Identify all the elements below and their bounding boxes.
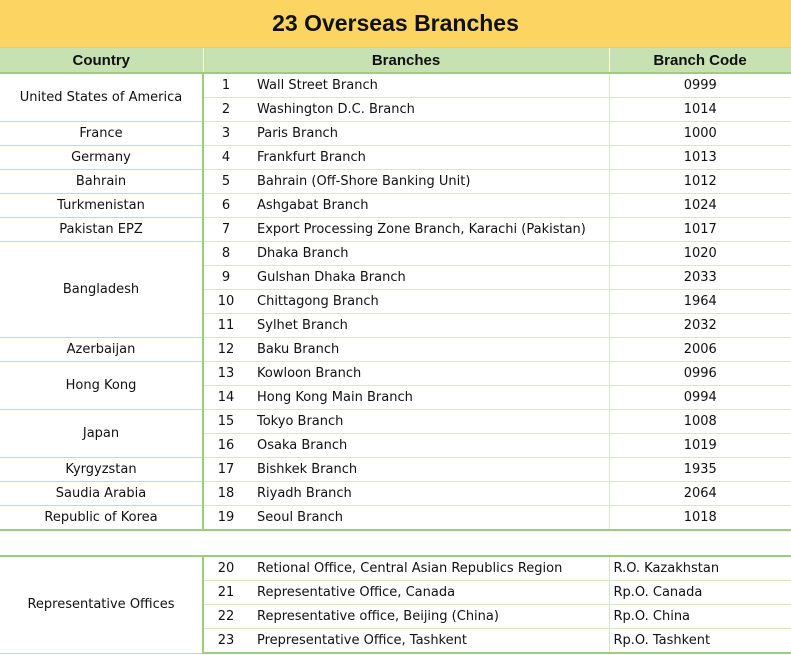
table-row [0,556,791,581]
branch-name-cell: Riyadh Branch [248,482,609,506]
page-title: 23 Overseas Branches [0,0,791,48]
branch-name-cell: Hong Kong Main Branch [248,386,609,410]
table-row [0,506,791,531]
country-cell: Pakistan EPZ [0,218,203,242]
branch-name-cell: Paris Branch [248,122,609,146]
branch-name-cell: Wall Street Branch [248,73,609,98]
branch-code-cell: 1012 [609,170,791,194]
branch-code-cell: 2032 [609,314,791,338]
country-cell: Azerbaijan [0,338,203,362]
branch-number-cell: 11 [203,314,248,338]
branch-code-cell: 1017 [609,218,791,242]
branch-code-cell: 1008 [609,410,791,434]
header-row [0,48,791,73]
table-row [0,194,791,218]
branch-name-cell: Bahrain (Off-Shore Banking Unit) [248,170,609,194]
branch-name-cell: Sylhet Branch [248,314,609,338]
branch-name-cell: Dhaka Branch [248,242,609,266]
country-cell: Hong Kong [0,362,203,410]
branch-rows [0,73,791,530]
branch-name-cell: Gulshan Dhaka Branch [248,266,609,290]
branch-name-cell: Baku Branch [248,338,609,362]
branch-number-cell: 13 [203,362,248,386]
country-cell: Saudia Arabia [0,482,203,506]
branch-name-cell: Ashgabat Branch [248,194,609,218]
branch-code-cell: 2064 [609,482,791,506]
branch-number-cell: 1 [203,73,248,98]
branch-name-cell: Kowloon Branch [248,362,609,386]
branch-name-cell: Seoul Branch [248,506,609,531]
branch-number-cell: 9 [203,266,248,290]
branch-number-cell: 19 [203,506,248,531]
branch-number-cell: 12 [203,338,248,362]
country-cell: Kyrgyzstan [0,458,203,482]
branch-name-cell: Osaka Branch [248,434,609,458]
table-row [0,170,791,194]
branch-code-cell: 0996 [609,362,791,386]
country-cell: Japan [0,410,203,458]
branch-name-cell: Washington D.C. Branch [248,98,609,122]
representative-label-cell: Representative Offices [0,556,203,653]
branch-number-cell: 10 [203,290,248,314]
country-cell: France [0,122,203,146]
branch-number-cell: 8 [203,242,248,266]
representative-rows [0,556,791,653]
branch-name-cell: Tokyo Branch [248,410,609,434]
office-code-cell: R.O. Kazakhstan [609,556,791,581]
table-row [0,122,791,146]
office-name-cell: Representative Office, Canada [248,581,609,605]
table-row [0,410,791,434]
branch-code-cell: 1020 [609,242,791,266]
branch-code-cell: 2006 [609,338,791,362]
country-cell: Bahrain [0,170,203,194]
table-row [0,362,791,386]
table-row [0,482,791,506]
branch-name-cell: Chittagong Branch [248,290,609,314]
branch-code-cell: 1014 [609,98,791,122]
office-number-cell: 23 [203,629,248,654]
branch-code-cell: 0994 [609,386,791,410]
branches-table [0,48,791,654]
branch-code-header: Branch Code [609,48,791,73]
branch-name-cell: Frankfurt Branch [248,146,609,170]
country-cell: Germany [0,146,203,170]
office-number-cell: 20 [203,556,248,581]
branch-code-cell: 2033 [609,266,791,290]
branch-code-cell: 0999 [609,73,791,98]
branch-number-cell: 15 [203,410,248,434]
branch-number-cell: 18 [203,482,248,506]
branch-code-cell: 1019 [609,434,791,458]
office-number-cell: 21 [203,581,248,605]
branch-number-cell: 16 [203,434,248,458]
office-code-cell: Rp.O. Canada [609,581,791,605]
spacer-cell [0,530,791,556]
country-cell: Turkmenistan [0,194,203,218]
office-number-cell: 22 [203,605,248,629]
branch-number-cell: 2 [203,98,248,122]
table-row [0,458,791,482]
branch-code-cell: 1013 [609,146,791,170]
office-name-cell: Retional Office, Central Asian Republics Region [248,556,609,581]
branches-header: Branches [203,48,609,73]
branch-code-cell: 1018 [609,506,791,531]
office-code-cell: Rp.O. China [609,605,791,629]
table-row [0,146,791,170]
spacer-row [0,530,791,556]
country-cell: Republic of Korea [0,506,203,531]
branch-number-cell: 14 [203,386,248,410]
branch-name-cell: Bishkek Branch [248,458,609,482]
branch-number-cell: 3 [203,122,248,146]
table-row [0,218,791,242]
table-row [0,242,791,266]
country-header: Country [0,48,203,73]
table-row [0,73,791,98]
branch-number-cell: 4 [203,146,248,170]
branch-code-cell: 1935 [609,458,791,482]
branch-number-cell: 17 [203,458,248,482]
branch-code-cell: 1024 [609,194,791,218]
office-name-cell: Representative office, Beijing (China) [248,605,609,629]
branch-code-cell: 1964 [609,290,791,314]
country-cell: United States of America [0,73,203,122]
country-cell: Bangladesh [0,242,203,338]
table-row [0,338,791,362]
branch-number-cell: 5 [203,170,248,194]
branch-code-cell: 1000 [609,122,791,146]
branch-number-cell: 7 [203,218,248,242]
branch-number-cell: 6 [203,194,248,218]
office-code-cell: Rp.O. Tashkent [609,629,791,654]
office-name-cell: Prepresentative Office, Tashkent [248,629,609,654]
branch-name-cell: Export Processing Zone Branch, Karachi (Pakistan) [248,218,609,242]
